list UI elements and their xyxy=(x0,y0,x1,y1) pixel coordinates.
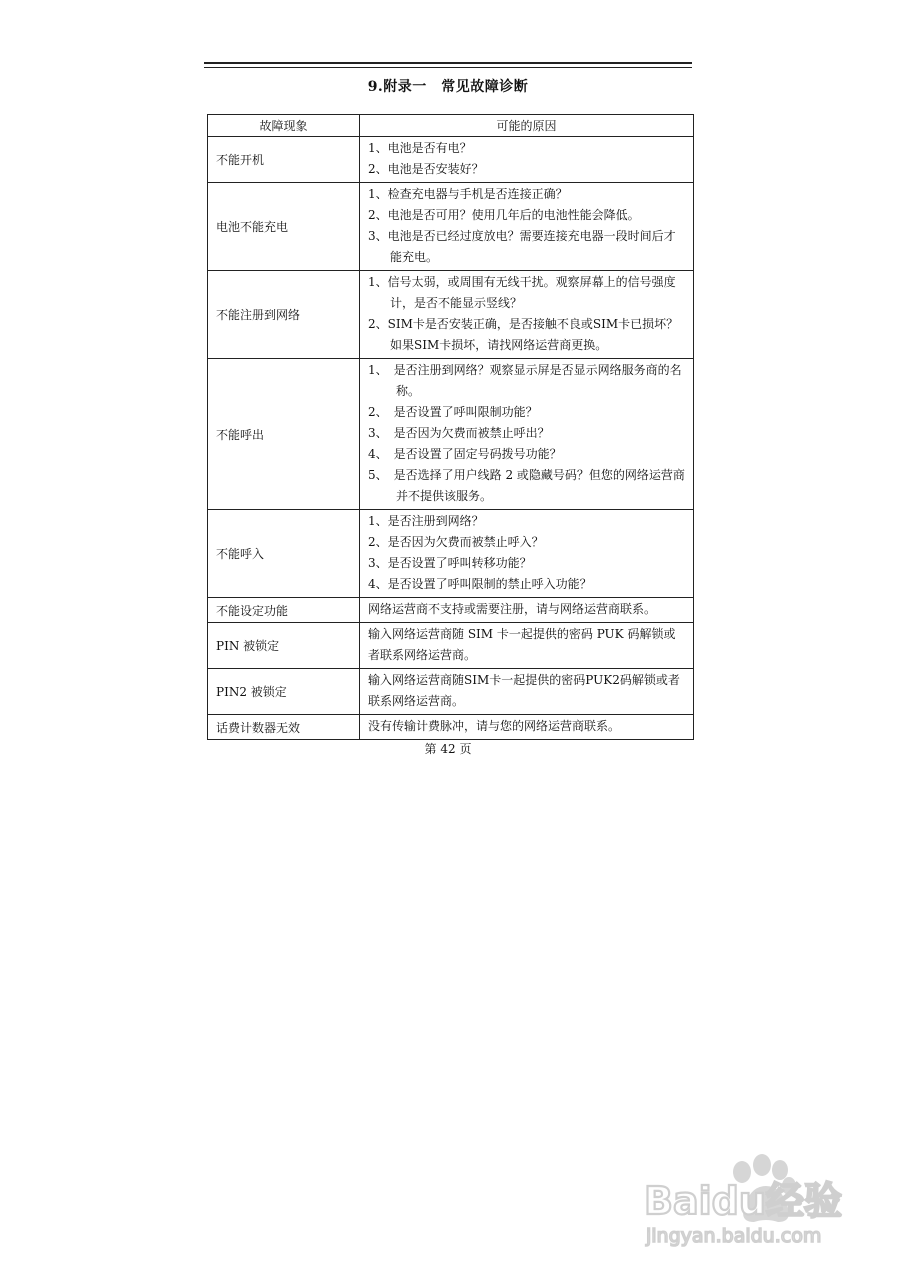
cause-line: 1、检查充电器与手机是否连接正确？ xyxy=(368,187,568,201)
cause-cell xyxy=(360,510,694,598)
cause-line: 输入网络运营商随SIM卡一起提供的密码PUK2码解锁或者联系网络运营商。 xyxy=(368,673,680,708)
cause-line: 3、 是否因为欠费而被禁止呼出？ xyxy=(368,426,550,440)
watermark-url: jingyan.baidu.com xyxy=(646,1225,822,1247)
table-row xyxy=(208,183,694,271)
cause-line: 1、信号太弱，或周围有无线干扰。观察屏幕上的信号强度计，是否不能显示竖线？ xyxy=(368,275,676,310)
symptom-cell: 不能注册到网络 xyxy=(208,271,360,359)
cause-cell xyxy=(360,669,694,715)
table-row xyxy=(208,623,694,669)
column-header-symptom: 故障现象 xyxy=(208,115,360,137)
cause-line: 2、是否因为欠费而被禁止呼入？ xyxy=(368,535,544,549)
symptom-cell: 不能开机 xyxy=(208,137,360,183)
table-row xyxy=(208,137,694,183)
table-row xyxy=(208,271,694,359)
cause-cell xyxy=(360,137,694,183)
header-rule-thick xyxy=(204,62,692,64)
cause-line: 2、 是否设置了呼叫限制功能？ xyxy=(368,405,538,419)
watermark-brand: Baidu经验 xyxy=(644,1179,842,1223)
symptom-cell: PIN 被锁定 xyxy=(208,623,360,669)
cause-line: 1、电池是否有电？ xyxy=(368,141,472,155)
cause-line: 4、是否设置了呼叫限制的禁止呼入功能？ xyxy=(368,577,592,591)
cause-line: 没有传输计费脉冲，请与您的网络运营商联系。 xyxy=(368,719,621,733)
cause-line: 2、电池是否安装好？ xyxy=(368,162,484,176)
symptom-cell: 不能呼入 xyxy=(208,510,360,598)
cause-cell xyxy=(360,359,694,510)
cause-line: 3、电池是否已经过度放电？需要连接充电器一段时间后才能充电。 xyxy=(368,229,676,264)
table-row xyxy=(208,715,694,740)
cause-cell xyxy=(360,715,694,740)
column-header-cause: 可能的原因 xyxy=(360,115,694,137)
table-row xyxy=(208,359,694,510)
section-title: 9.附录一 常见故障诊断 xyxy=(367,79,529,95)
table-row xyxy=(208,510,694,598)
symptom-cell: 不能设定功能 xyxy=(208,598,360,623)
table-header-row xyxy=(208,115,694,137)
cause-line: 输入网络运营商随 SIM 卡一起提供的密码 PUK 码解锁或者联系网络运营商。 xyxy=(368,627,676,662)
cause-line: 网络运营商不支持或需要注册，请与网络运营商联系。 xyxy=(368,602,657,616)
cause-line: 3、是否设置了呼叫转移功能？ xyxy=(368,556,532,570)
cause-line: 1、是否注册到网络？ xyxy=(368,514,484,528)
cause-line: 2、电池是否可用？使用几年后的电池性能会降低。 xyxy=(368,208,640,222)
cause-line: 2、SIM卡是否安装正确，是否接触不良或SIM卡已损坏？如果SIM卡损坏，请找网络运营商更换。 xyxy=(368,317,679,352)
cause-line: 4、 是否设置了固定号码拨号功能？ xyxy=(368,447,562,461)
cause-cell xyxy=(360,183,694,271)
table-row xyxy=(208,669,694,715)
cause-cell xyxy=(360,271,694,359)
page-number: 第 42 页 xyxy=(424,742,472,756)
symptom-cell: 话费计数器无效 xyxy=(208,715,360,740)
symptom-cell: 不能呼出 xyxy=(208,359,360,510)
fault-diagnosis-table xyxy=(207,114,694,740)
cause-cell xyxy=(360,623,694,669)
cause-line: 1、 是否注册到网络？观察显示屏是否显示网络服务商的名称。 xyxy=(368,363,682,398)
symptom-cell: PIN2 被锁定 xyxy=(208,669,360,715)
header-rule-thin xyxy=(204,67,692,68)
cause-line: 5、 是否选择了用户线路 2 或隐藏号码？但您的网络运营商并不提供该服务。 xyxy=(368,468,685,503)
symptom-cell: 电池不能充电 xyxy=(208,183,360,271)
cause-cell xyxy=(360,598,694,623)
table-row xyxy=(208,598,694,623)
baidu-jingyan-watermark xyxy=(640,1150,870,1250)
